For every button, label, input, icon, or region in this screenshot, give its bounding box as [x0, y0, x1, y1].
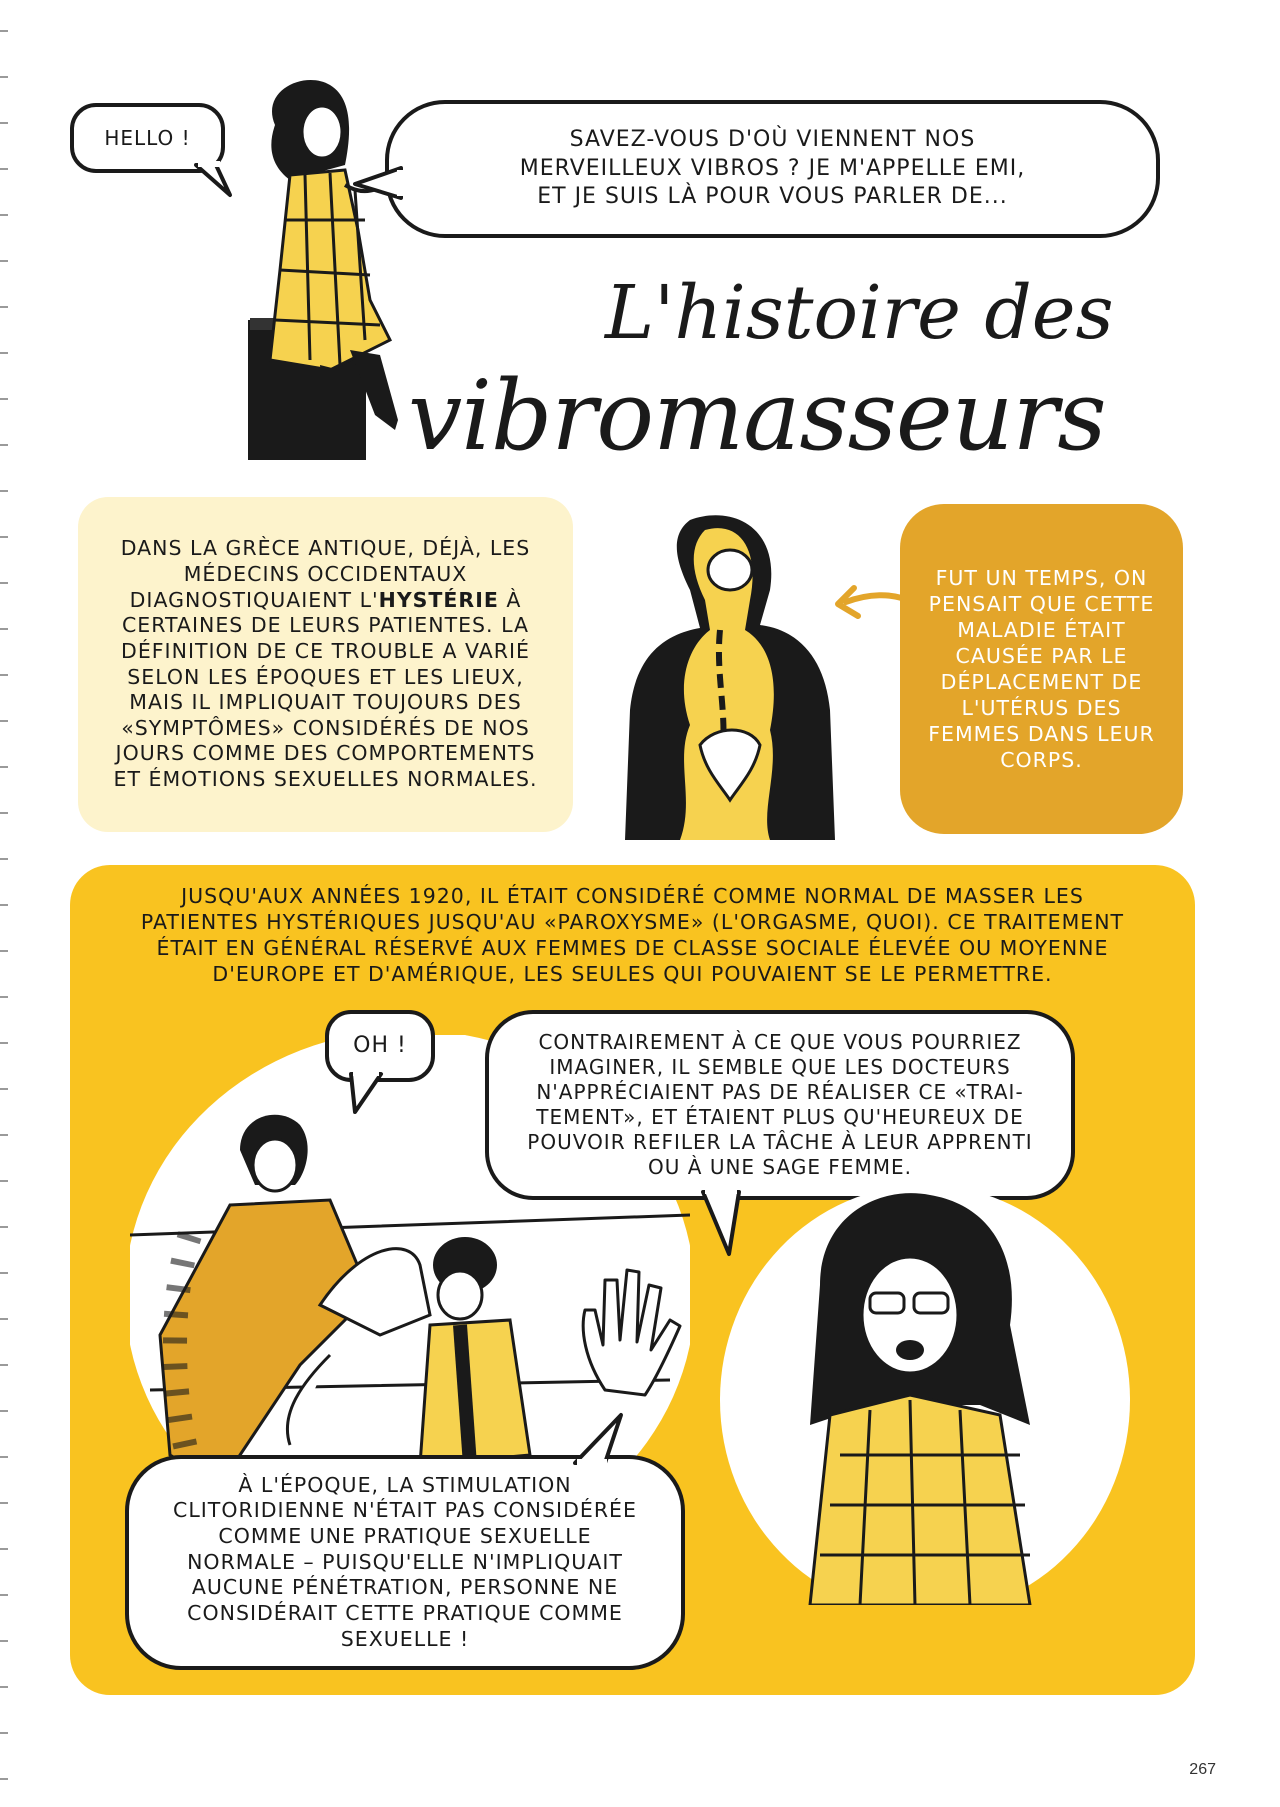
- main-yellow-panel: [70, 865, 1195, 1695]
- intro-line-3: ET JE SUIS LÀ POUR VOUS PARLER DE...: [537, 184, 1008, 210]
- hysteria-emphasis: HYSTÉRIE: [378, 587, 499, 612]
- uterus-caption-text: FUT UN TEMPS, ON PENSAIT QUE CETTE MALADIE ÉTAIT CAUSÉE PAR LE DÉPLACEMENT DE L'UTÉRUS DES FEMMES DANS LEUR CORPS.: [928, 565, 1155, 773]
- greece-text-post: À CERTAINES DE LEURS PATIENTES. LA DÉFINITION DE CE TROUBLE A VARIÉ SELON LES ÉPOQUES ET LES LIEUX, MAIS IL IMPLIQUAIT TOUJOURS DES «SYMPTÔMES» CONSIDÉRÉS DE NOS JOURS COMME DES COMPORTEMENTS ET ÉMOTIONS SEXUELLES NORMALES.: [113, 587, 538, 791]
- greece-caption-text: [106, 536, 546, 792]
- clitoral-speech-tail: [569, 1411, 629, 1467]
- doctors-speech-text: CONTRAIREMENT À CE QUE VOUS POURRIEZ IMAGINER, IL SEMBLE QUE LES DOCTEURS N'APPRÉCIAIENT PAS DE RÉALISER CE «TRAI-TEMENT», ET ÉTAIENT PLUS QU'HEUREUX DE POUVOIR REFILER LA TÂCHE À LEUR APPRENTI OU À UNE SAGE FEMME.: [527, 1030, 1033, 1179]
- page-title-line-2: vibromasseurs: [408, 360, 1106, 472]
- clitoral-speech-bubble: [125, 1455, 685, 1670]
- oh-text: OH !: [353, 1032, 407, 1058]
- greece-caption-box: [78, 497, 573, 832]
- oh-tail: [347, 1070, 387, 1116]
- binding-marks: [0, 0, 8, 1807]
- silhouette-uterus-illustration: [620, 510, 840, 840]
- emi-speaking-illustration: [710, 1165, 1130, 1605]
- uterus-caption-box: [900, 504, 1183, 834]
- page-number: 267: [1189, 1761, 1216, 1778]
- hello-bubble: [70, 103, 225, 173]
- intro-line-2: MERVEILLEUX VIBROS ? JE M'APPELLE EMI,: [519, 155, 1026, 181]
- intro-speech-bubble: [385, 100, 1160, 238]
- intro-line-1: SAVEZ-VOUS D'OÙ VIENNENT NOS: [569, 127, 976, 153]
- greece-text-pre: DANS LA GRÈCE ANTIQUE, DÉJÀ, LES MÉDECINS OCCIDENTAUX DIAGNOSTIQUAIENT L': [120, 536, 531, 612]
- page-title-line-1: L'histoire des: [605, 270, 1114, 356]
- intro-speech-tail: [353, 164, 403, 204]
- intro-speech-text: [520, 126, 1026, 212]
- oh-bubble: [325, 1010, 435, 1082]
- hello-tail: [194, 161, 234, 199]
- hello-text: HELLO !: [104, 125, 191, 150]
- main-panel-caption: JUSQU'AUX ANNÉES 1920, IL ÉTAIT CONSIDÉRÉ COMME NORMAL DE MASSER LES PATIENTES HYSTÉRIQUES JUSQU'AU «PAROXYSME» (L'ORGASME, QUOI). CE TRAITEMENT ÉTAIT EN GÉNÉRAL RÉSERVÉ AUX FEMMES DE CLASSE SOCIALE ÉLEVÉE OU MOYENNE D'EUROPE ET D'AMÉRIQUE, LES SEULES QUI POUVAIENT SE LE PERMETTRE.: [140, 884, 1125, 987]
- clitoral-speech-text: À L'ÉPOQUE, LA STIMULATION CLITORIDIENNE N'ÉTAIT PAS CONSIDÉRÉE COMME UNE PRATIQUE SEXUELLE NORMALE – PUISQU'ELLE N'IMPLIQUAIT AUCUNE PÉNÉTRATION, PERSONNE NE CONSIDÉRAIT CETTE PRATIQUE COMME SEXUELLE !: [173, 1472, 637, 1651]
- raised-hand-illustration: [565, 1250, 705, 1400]
